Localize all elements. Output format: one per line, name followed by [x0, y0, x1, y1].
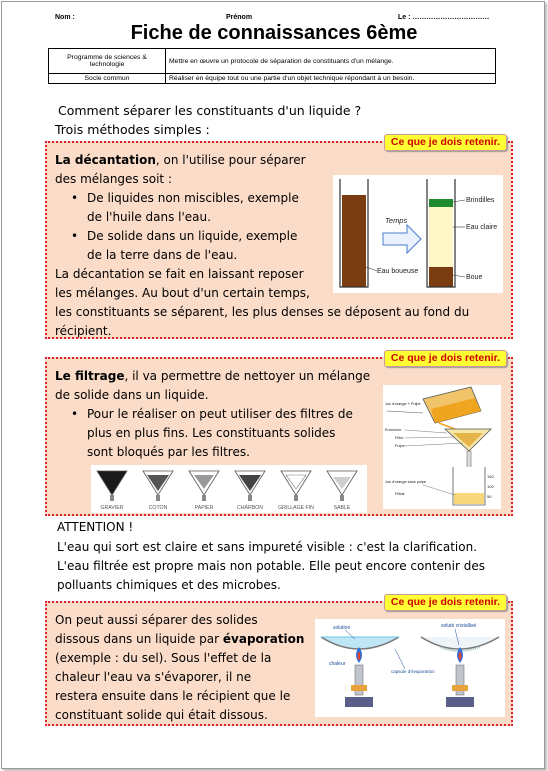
- filtrage-box: [45, 352, 513, 516]
- para-line: les mélanges. Au bout d'un certain temps,: [55, 286, 310, 300]
- table-cell-label: Socle commun: [49, 74, 166, 84]
- capsule-label: capsule d'évaporation: [391, 669, 435, 674]
- decantation-term: La décantation: [55, 153, 156, 167]
- filter-funnel-grillage: [278, 471, 314, 511]
- filtrage-line2: de solide dans un liquide.: [55, 388, 209, 402]
- filter-funnel-papier: [189, 471, 219, 511]
- chaleur-label: chaleur: [329, 661, 346, 667]
- page-title: Fiche de connaissances 6ème: [130, 22, 418, 44]
- filtre-label: Filtre: [395, 436, 404, 440]
- para-line: récipient.: [55, 324, 112, 338]
- filtrage-line1: , il va permettre de nettoyer un mélange: [124, 369, 371, 383]
- bullet-text: de la terre dans de l'eau.: [87, 248, 238, 262]
- retenir-badge: Ce que je dois retenir.: [384, 350, 507, 367]
- boue-layer: [429, 267, 453, 287]
- filter-label: SABLE: [333, 505, 351, 511]
- evap-line: (exemple : du sel). Sous l'effet de la: [55, 651, 272, 665]
- decantation-box: [45, 136, 513, 339]
- evap-line: On peut aussi séparer des solides: [55, 613, 258, 627]
- filter-funnel-coton: [143, 471, 173, 511]
- bullet-dot: •: [71, 229, 79, 243]
- bullet-text: De liquides non miscibles, exemple: [87, 191, 299, 205]
- evap-line: chaleur l'eau va s'évaporer, il ne: [55, 670, 252, 684]
- nom-label: Nom :: [55, 14, 75, 21]
- retenir-badge: Ce que je dois retenir.: [384, 134, 507, 151]
- brindilles-label: Brindilles: [466, 197, 495, 204]
- solute-label: soluté cristallisé: [441, 623, 477, 629]
- graduation-label: 50: [487, 494, 492, 499]
- attention-title: ATTENTION !: [57, 520, 134, 534]
- intro-subtitle: Trois méthodes simples :: [55, 122, 210, 137]
- jus-sans-pulpe-label: Jus d'orange sans pulpe: [385, 480, 427, 484]
- decantation-bullet-1: [87, 189, 347, 227]
- table-cell-value: Mettre en œuvre un protocole de séparation de constituants d'un mélange.: [166, 49, 496, 74]
- decantation-line1: , on l'utilise pour séparer: [155, 153, 306, 167]
- decantation-figure: [333, 175, 503, 293]
- filter-label: GRILLAGE FIN: [278, 505, 314, 511]
- filtrage-bullet: [87, 405, 387, 462]
- decantation-intro: [55, 151, 335, 189]
- pulpe-label: Pulpe: [395, 444, 405, 448]
- decantation-bullet-2: [87, 227, 347, 265]
- retenir-badge: Ce que je dois retenir.: [384, 594, 507, 611]
- bullet-text: De solide dans un liquide, exemple: [87, 229, 298, 243]
- date-label: Le : ……………………………: [398, 14, 490, 21]
- jus-pulpe-label: Jus d'orange + Pulpe: [385, 402, 421, 406]
- table-cell-value: Réaliser en équipe tout ou une partie d'un objet technique répondant à un besoin.: [166, 74, 496, 84]
- filter-funnel-gravier: [97, 471, 127, 511]
- evap-line: constituant solide qui était dissous.: [55, 708, 268, 722]
- filter-funnel-charbon: [235, 471, 265, 511]
- filter-label: PAPIER: [194, 505, 214, 511]
- filtrage-intro: [55, 367, 385, 405]
- bullet-dot: •: [71, 191, 79, 205]
- boue-label: Boue: [466, 274, 483, 281]
- bullet-dot: •: [71, 407, 79, 421]
- filtrage-term: Le filtrage: [55, 369, 125, 383]
- attention-line: L'eau qui sort est claire et sans impureté visible : c'est la clarification.: [57, 540, 478, 554]
- bullet-text: Pour le réaliser on peut utiliser des filtres de: [87, 407, 353, 421]
- table-cell-label: Programme de sciences & technologie: [49, 49, 166, 74]
- prenom-label: Prénom: [226, 14, 253, 21]
- figure-background: [315, 619, 505, 717]
- muddy-water: [342, 195, 366, 287]
- filter-label: COTON: [148, 505, 168, 511]
- filters-strip: [91, 465, 367, 513]
- attention-text: [57, 538, 502, 595]
- intro-question: Comment séparer les constituants d'un liquide ?: [58, 103, 362, 118]
- temps-label: Temps: [385, 216, 408, 225]
- left-cylinder: [340, 179, 368, 287]
- table-row: [49, 49, 496, 74]
- para-line: les constituants se séparent, les plus denses se déposent au fond du: [55, 305, 470, 319]
- evaporation-term: évaporation: [222, 632, 305, 646]
- programme-table: [48, 48, 496, 84]
- entonnoir-label: Entonnoir: [385, 428, 402, 432]
- solution-label: solution: [333, 625, 351, 631]
- bullet-text: de l'huile dans l'eau.: [87, 210, 211, 224]
- graduation-label: 150: [487, 474, 494, 479]
- attention-line: polluants chimiques et des microbes.: [57, 578, 281, 592]
- filters-illustration: [91, 465, 367, 513]
- evaporation-figure: [315, 619, 505, 717]
- evap-line: dissous dans un liquide par: [55, 632, 223, 646]
- eau-claire-layer: [429, 207, 453, 267]
- graduation-label: 100: [487, 484, 494, 489]
- bullet-text: sont bloqués par les filtres.: [87, 445, 250, 459]
- bullet-text: plus en plus fins. Les constituants solides: [87, 426, 336, 440]
- filter-label: GRAVIER: [100, 505, 124, 511]
- filtrat-label: Filtrat: [395, 492, 405, 496]
- evaporation-box: [45, 596, 513, 726]
- para-line: La décantation se fait en laissant reposer: [55, 267, 304, 281]
- evap-line: restera ensuite dans le récipient que le: [55, 689, 291, 703]
- decantation-line2: des mélanges soit :: [55, 172, 172, 186]
- eau-boueuse-label: Eau boueuse: [377, 268, 419, 275]
- attention-line: L'eau filtrée est propre mais non potable. Elle peut encore contenir des: [57, 559, 485, 573]
- eau-claire-label: Eau claire: [466, 224, 498, 231]
- filtration-figure: [383, 385, 501, 509]
- filter-funnel-sable: [327, 471, 357, 511]
- filter-label: CHARBON: [237, 505, 263, 511]
- table-row: [49, 74, 496, 84]
- brindilles-layer: [429, 199, 453, 207]
- evaporation-text: [55, 611, 320, 725]
